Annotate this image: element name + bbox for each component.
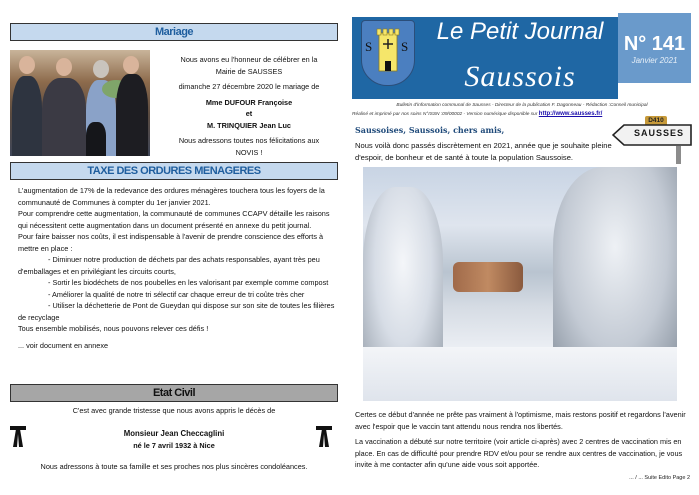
taxe-paragraph: Pour faire baisser nos coûts, il est indispensable à l'avenir de prendre conscience des efforts à mettre en place : — [18, 232, 324, 253]
crest-letter: S — [365, 39, 373, 54]
crest-letter: S — [401, 39, 409, 54]
continued-note: ... / ... Suite Edito Page 2 — [629, 475, 690, 481]
journal-subtitle: Saussois — [464, 60, 576, 93]
website-link[interactable]: http://www.sausses.fr/ — [538, 111, 603, 117]
photo-person-head — [19, 56, 35, 74]
town-sign-label: SAUSSES — [633, 128, 684, 138]
taxe-bullet: - Améliorer la qualité de notre tri sélectif car chaque erreur de tri coûte très cher — [48, 289, 305, 299]
photo-child — [86, 122, 106, 156]
photo-person — [42, 78, 86, 156]
taxe-closing: Tous ensemble mobilisés, nous pouvons relever ces défis ! — [18, 324, 209, 333]
taxe-bullet: - Sortir les biodéchets de nos poubelles en les valorisant par exemple comme compost — [48, 278, 329, 287]
taxe-body — [18, 185, 340, 351]
photo-person — [116, 74, 148, 156]
taxe-bullet: - Diminuer notre production de déchets par des achats responsables, ayant très peu d'emballages et en privilégiant les circuits courts, — [18, 255, 320, 276]
town-crest — [361, 20, 415, 86]
issue-box — [618, 13, 691, 83]
journal-title: Le Petit Journal — [436, 18, 604, 45]
edito-intro: Nous voilà donc passés discrètement en 2021, année que je souhaite pleine d'espoir, de bonheur et de santé à toute la population Saussoise. — [355, 141, 612, 162]
snowy-forest — [553, 167, 677, 367]
mariage-congrats: Nous adressons toutes nos félicitations aux — [178, 136, 320, 145]
wedding-photo — [10, 50, 150, 156]
mariage-text — [158, 54, 340, 158]
mariage-heading: Mariage — [10, 23, 338, 41]
mourning-ribbon-icon — [10, 426, 26, 448]
deceased-name: Monsieur Jean Checcaglini — [123, 429, 225, 438]
photo-person-head — [56, 58, 72, 76]
village-houses — [453, 262, 523, 292]
road-number-plate: D410 — [645, 116, 667, 126]
mariage-and: et — [245, 109, 253, 118]
bride-name: Mme DUFOUR Françoise — [205, 97, 293, 107]
credits-line-2 — [352, 111, 642, 117]
snow-village-photo — [363, 167, 677, 401]
photo-person-head — [93, 60, 109, 78]
mourning-ribbon-icon — [316, 426, 332, 448]
taxe-paragraph: Pour comprendre cette augmentation, la communauté de communes CCAPV détaille les raisons qui nécessitent cette augmentation dans un document présenté en annexe du petit journal. — [18, 209, 330, 230]
taxe-heading: TAXE DES ORDURES MENAGERES — [10, 162, 338, 180]
etat-civil-heading: Etat Civil — [10, 384, 338, 402]
taxe-bullet: - Utiliser la déchetterie de Pont de Gueydan qui dispose sur son site de toutes les filières de recyclage — [18, 301, 335, 322]
groom-name: M. TRINQUIER Jean Luc — [207, 120, 291, 130]
deceased-birth: né le 7 avril 1932 à Nice — [133, 441, 215, 450]
condolences-text: Nous adressons à toute sa famille et ses proches nos plus sincères condoléances. — [40, 462, 308, 471]
credits-text: Réalisé et imprimé par nos soins N°ISSN :09/00002 - Version numérique disponible sur — [352, 112, 538, 117]
issue-date: Janvier 2021 — [631, 56, 678, 65]
edito-paragraph-2: La vaccination a débuté sur notre territoire (voir article ci-après) avec 2 centres de vaccination mis en place. En cas de difficulté pour prendre RDV et/ou pour se rendre aux centres de vaccination, je vous invite à me contacter afin qu'une aide vous soit apportée. — [355, 437, 683, 469]
mariage-line3: dimanche 27 décembre 2020 le mariage de — [178, 82, 320, 91]
taxe-paragraph: L'augmentation de 17% de la redevance des ordures ménagères touchera tous les foyers de la communauté de Communes à compter du 1er janvier 2021. — [18, 186, 325, 207]
photo-person-head — [123, 56, 139, 74]
sign-post — [676, 146, 681, 164]
credits-line: Bulletin d'information communal de Sausses - Directeur de la publication F. Dagonneau - Rédaction :Conseil municipal — [396, 103, 648, 108]
edito-paragraph-1: Certes ce début d'année ne prête pas vraiment à l'optimisme, mais restons positif et regardons l'avenir avec l'espoir que le vaccin tant attendu nous rendra nos libertés. — [355, 410, 686, 431]
mariage-line1: Nous avons eu l'honneur de célébrer en la — [180, 55, 318, 64]
etat-civil-intro: C'est avec grande tristesse que nous avons appris le décès de — [72, 406, 276, 415]
edito-greeting: Saussoises, Saussois, chers amis, — [355, 125, 505, 135]
mariage-congrats-2: NOVIS ! — [235, 147, 263, 157]
issue-number: N° 141 — [623, 33, 686, 55]
mariage-line2: Mairie de SAUSSES — [215, 66, 283, 76]
snowy-ground — [363, 347, 677, 401]
taxe-annex-note: ... voir document en annexe — [18, 340, 109, 350]
photo-person — [12, 76, 42, 156]
